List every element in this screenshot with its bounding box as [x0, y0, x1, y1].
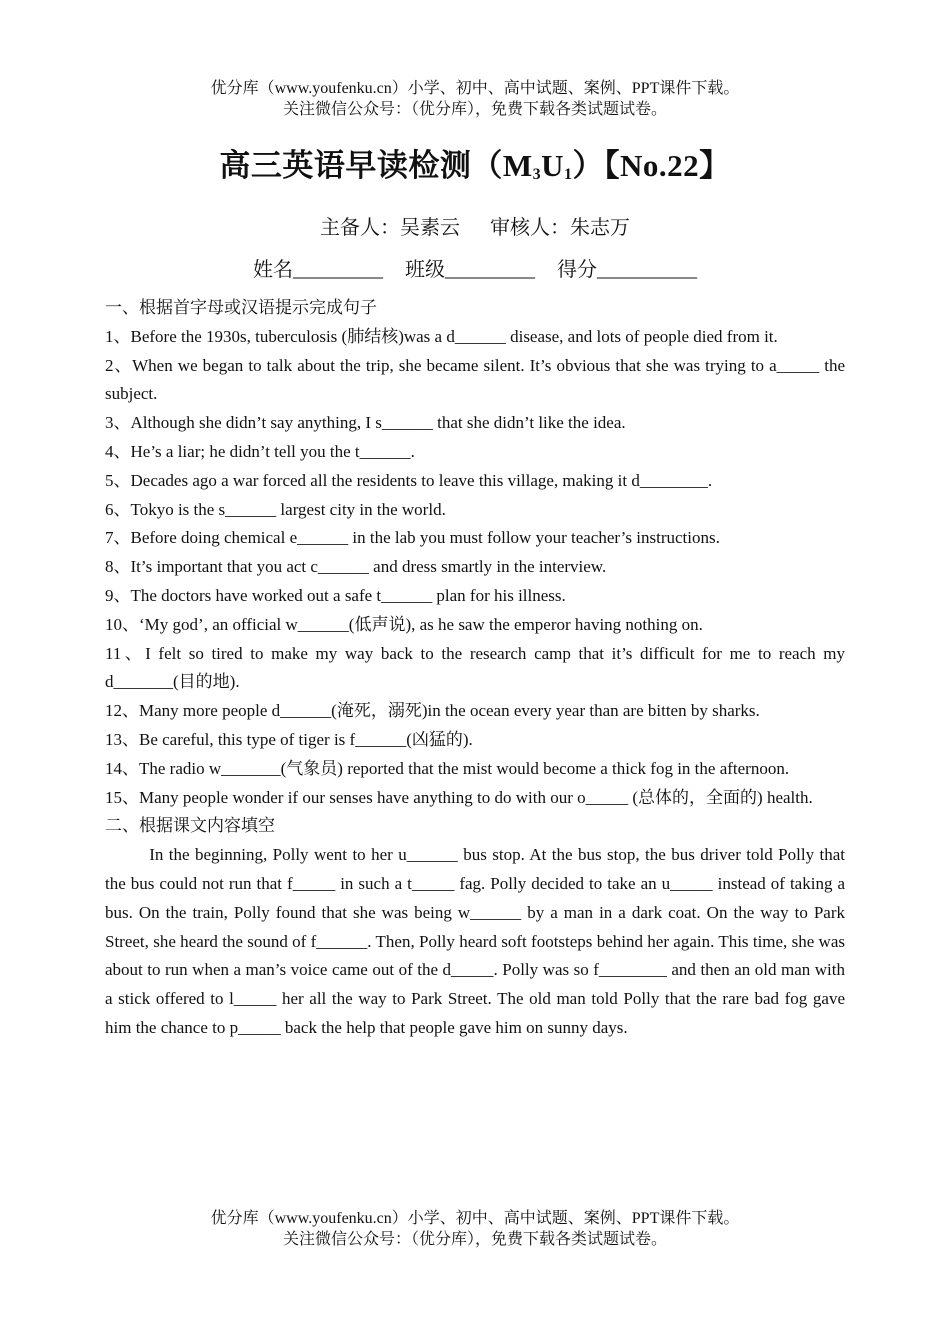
- header-line-2: 关注微信公众号：（优分库），免费下载各类试题试卷。: [282, 101, 667, 118]
- exercise-content: [105, 294, 845, 1043]
- question-item: 7、Before doing chemical e______ in the lab you must follow your teacher’s instructions.: [105, 528, 720, 548]
- class-field[interactable]: 班级_________: [405, 259, 535, 281]
- header-line-1: 优分库（www.youfenku.cn）小学、初中、高中试题、案例、PPT课件下载。: [210, 80, 740, 97]
- question-item: 4、He’s a liar; he didn’t tell you the t______.: [105, 441, 415, 461]
- score-field[interactable]: 得分__________: [557, 259, 697, 281]
- page-title: [0, 140, 950, 185]
- question-item: 12、Many more people d______(淹死，溺死)in the ocean every year than are bitten by sharks.: [105, 701, 760, 721]
- student-info-line: [0, 253, 950, 282]
- question-item: 3、Although she didn’t say anything, I s______ that she didn’t like the idea.: [105, 413, 626, 433]
- question-item: 15、Many people wonder if our senses have anything to do with our o_____ (总体的，全面的) health.: [105, 787, 813, 807]
- footer-line-1: 优分库（www.youfenku.cn）小学、初中、高中试题、案例、PPT课件下载。: [210, 1210, 740, 1227]
- question-item: 13、Be careful, this type of tiger is f______(凶猛的).: [105, 729, 473, 749]
- page-header: [0, 78, 950, 120]
- question-item: 5、Decades ago a war forced all the residents to leave this village, making it d________.: [105, 470, 713, 490]
- section-1-heading: 一、根据首字母或汉语提示完成句子: [105, 298, 377, 317]
- reviewer: 审核人：朱志万: [490, 217, 630, 239]
- title-subscript-1: 3: [532, 166, 542, 183]
- preparer: 主备人：吴素云: [320, 217, 460, 239]
- staff-line: [0, 211, 950, 240]
- question-item: 9、The doctors have worked out a safe t______ plan for his illness.: [105, 585, 566, 605]
- question-item: 1、Before the 1930s, tuberculosis (肺结核)was a d______ disease, and lots of people died from it.: [105, 326, 778, 346]
- question-item: 6、Tokyo is the s______ largest city in the world.: [105, 499, 446, 519]
- question-item: 2、When we began to talk about the trip, she became silent. It’s obvious that she was trying to a_____ the subject.: [105, 355, 845, 404]
- footer-line-2: 关注微信公众号：（优分库），免费下载各类试题试卷。: [282, 1231, 667, 1248]
- title-suffix: ）【No.22】: [572, 148, 731, 183]
- question-item: 14、The radio w_______(气象员) reported that the mist would become a thick fog in the afternoon.: [105, 758, 790, 778]
- page-footer: [0, 1208, 950, 1250]
- question-item: 11、I felt so tired to make my way back to the research camp that it’s difficult for me to reach my d_______(目的地).: [105, 643, 845, 692]
- section-2-heading: 二、根据课文内容填空: [105, 816, 275, 836]
- title-prefix: 高三英语早读检测（M: [219, 148, 533, 183]
- question-item: 10、‘My god’, an official w______(低声说), as he saw the emperor having nothing on.: [105, 614, 703, 634]
- title-mid: U: [541, 148, 564, 183]
- title-subscript-2: 1: [564, 166, 573, 183]
- question-item: 8、It’s important that you act c______ and dress smartly in the interview.: [105, 557, 607, 577]
- name-field[interactable]: 姓名_________: [253, 259, 383, 281]
- cloze-passage: In the beginning, Polly went to her u______ bus stop. At the bus stop, the bus driver told Polly that the bus could not run that f_____ in such a t_____ fag. Polly decided to take an u_____ instead of taking a bus. On the train, Polly found that she was being w______ by a man in a dark coat. On the way to Park Street, she heard the sound of f______. Then, Polly heard soft footsteps behind her again. This time, she was about to run when a man’s voice came out of the d_____. Polly was so f________ and then an old man with a stick offered to l_____ her all the way to Park Street. The old man told Polly that the rare bad fog gave him the chance to p_____ back the help that people gave him on sunny days.: [105, 845, 845, 1037]
